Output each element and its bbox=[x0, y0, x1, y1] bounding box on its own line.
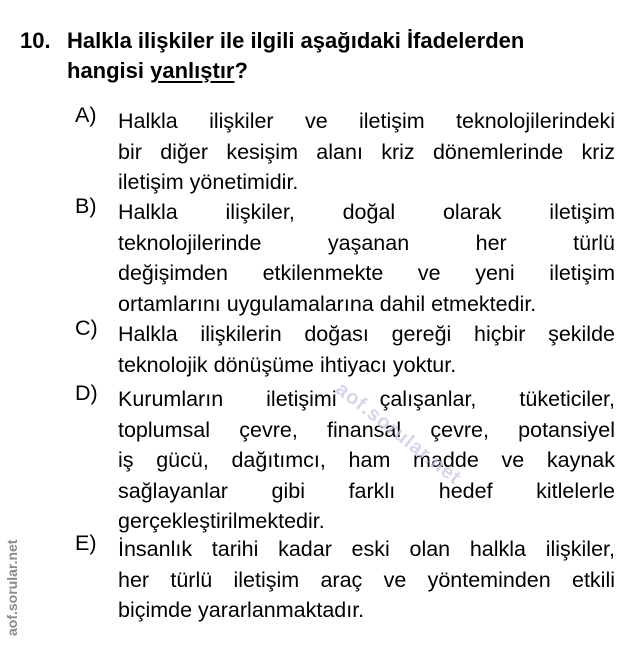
option-a[interactable] bbox=[75, 103, 615, 198]
option-label: B) bbox=[75, 194, 97, 218]
option-line: Halkla ilişkiler ve iletişim teknolojilerindeki bbox=[118, 109, 615, 133]
option-line: her türlü iletişim araç ve yönteminden etkili bbox=[118, 567, 615, 592]
option-line: İnsanlık tarihi kadar eski olan halkla ilişkiler, bbox=[118, 537, 615, 561]
option-label: D) bbox=[75, 381, 98, 405]
option-text bbox=[118, 319, 615, 380]
side-watermark: aof.sorular.net bbox=[4, 539, 20, 636]
option-label: A) bbox=[75, 103, 97, 127]
option-line: Halkla ilişkiler, doğal olarak iletişim bbox=[118, 200, 615, 224]
option-line: sağlayanlar gibi farklı hedef kitlelerle bbox=[118, 478, 615, 503]
question-mark: ? bbox=[234, 58, 248, 83]
question-number: 10. bbox=[20, 28, 51, 53]
option-line: ortamlarını uygulamalarına dahil etmektedir. bbox=[118, 291, 537, 316]
question-line-2-text: hangisi bbox=[67, 58, 151, 83]
option-label: C) bbox=[75, 316, 98, 340]
option-line: toplumsal çevre, finansal çevre, potansiyel bbox=[118, 417, 615, 442]
option-line: Halkla ilişkilerin doğası gereği hiçbir şekilde bbox=[118, 322, 615, 346]
option-b[interactable] bbox=[75, 194, 615, 319]
option-text bbox=[118, 106, 615, 198]
option-line: biçimde yararlanmaktadır. bbox=[118, 598, 365, 622]
option-c[interactable] bbox=[75, 316, 615, 380]
watermark: aof.sorular.net bbox=[331, 378, 466, 490]
question-text bbox=[67, 26, 627, 86]
option-line: teknolojilerinde yaşanan her türlü bbox=[118, 230, 615, 255]
option-e[interactable] bbox=[75, 531, 615, 626]
question-line-2 bbox=[67, 56, 627, 86]
question-line-1: Halkla ilişkiler ile ilgili aşağıdaki İfadelerden bbox=[67, 28, 525, 53]
option-line: değişimden etkilenmekte ve yeni iletişim bbox=[118, 261, 615, 285]
option-line: bir diğer kesişim alanı kriz dönemlerinde kriz bbox=[118, 139, 615, 164]
option-text bbox=[118, 534, 615, 626]
question-emphasis: yanlıştır bbox=[150, 58, 235, 83]
option-text bbox=[118, 197, 615, 319]
option-label: E) bbox=[75, 531, 97, 555]
option-line: teknolojik dönüşüme ihtiyacı yoktur. bbox=[118, 352, 457, 377]
option-line: Kurumların iletişimi çalışanlar, tüketiciler, bbox=[118, 387, 615, 411]
option-line: iş gücü, dağıtımcı, ham madde ve kaynak bbox=[118, 448, 615, 472]
option-line: gerçekleştirilmektedir. bbox=[118, 509, 325, 533]
option-line: iletişim yönetimidir. bbox=[118, 170, 299, 194]
